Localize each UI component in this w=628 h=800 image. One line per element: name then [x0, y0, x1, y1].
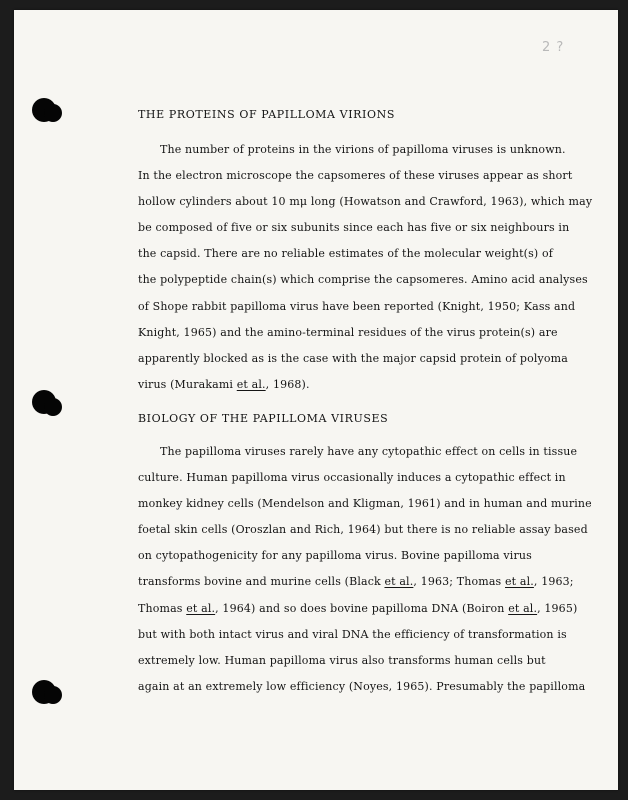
text-line: on cytopathogenicity for any papilloma virus. Bovine papilloma virus	[138, 549, 532, 563]
text-line: Thomas et al., 1964) and so does bovine papilloma DNA (Boiron et al., 1965)	[138, 601, 578, 615]
et-al-citation: et al.	[236, 377, 266, 391]
punch-hole	[44, 686, 62, 704]
section-heading-proteins: THE PROTEINS OF PAPILLOMA VIRIONS	[138, 108, 395, 121]
text-line: virus (Murakami et al., 1968).	[138, 377, 310, 391]
text-line: monkey kidney cells (Mendelson and Kligman, 1961) and in human and murine	[138, 497, 592, 511]
section-heading-biology: BIOLOGY OF THE PAPILLOMA VIRUSES	[138, 411, 389, 425]
page-number: 2 ?	[542, 40, 565, 55]
text-line: be composed of five or six subunits since each has five or six neighbours in	[138, 221, 570, 235]
et-al-citation: et al.	[505, 575, 534, 589]
text-line: but with both intact virus and viral DNA the efficiency of transformation is	[138, 627, 567, 641]
text-line: In the electron microscope the capsomeres of these viruses appear as short	[138, 169, 573, 183]
text-line: again at an extremely low efficiency (Noyes, 1965). Presumably the papilloma	[138, 679, 586, 693]
punch-hole	[44, 398, 62, 416]
punch-hole	[44, 104, 62, 122]
text-line: hollow cylinders about 10 mμ long (Howatson and Crawford, 1963), which may	[138, 195, 593, 209]
text-line: culture. Human papilloma virus occasionally induces a cytopathic effect in	[138, 471, 566, 485]
document-body	[138, 102, 608, 700]
text-line: transforms bovine and murine cells (Black et al., 1963; Thomas et al., 1963;	[138, 575, 574, 589]
text-line: The number of proteins in the virions of papilloma viruses is unknown.	[160, 143, 566, 156]
paragraph-biology	[138, 439, 608, 700]
text-line: foetal skin cells (Oroszlan and Rich, 1964) but there is no reliable assay based	[138, 523, 588, 537]
text-line: of Shope rabbit papilloma virus have been reported (Knight, 1950; Kass and	[138, 299, 576, 313]
et-al-citation: et al.	[186, 601, 216, 615]
text-line: extremely low. Human papilloma virus also transforms human cells but	[138, 653, 546, 667]
paragraph-proteins	[138, 137, 608, 398]
document-page	[14, 10, 618, 790]
text-line: The papilloma viruses rarely have any cytopathic effect on cells in tissue	[160, 444, 578, 458]
text-line: apparently blocked as is the case with the major capsid protein of polyoma	[138, 351, 568, 365]
et-al-citation: et al.	[384, 575, 414, 589]
text-line: Knight, 1965) and the amino-terminal residues of the virus protein(s) are	[138, 325, 558, 339]
text-line: the polypeptide chain(s) which comprise the capsomeres. Amino acid analyses	[138, 273, 588, 287]
text-line: the capsid. There are no reliable estimates of the molecular weight(s) of	[138, 247, 553, 261]
et-al-citation: et al.	[508, 601, 538, 615]
